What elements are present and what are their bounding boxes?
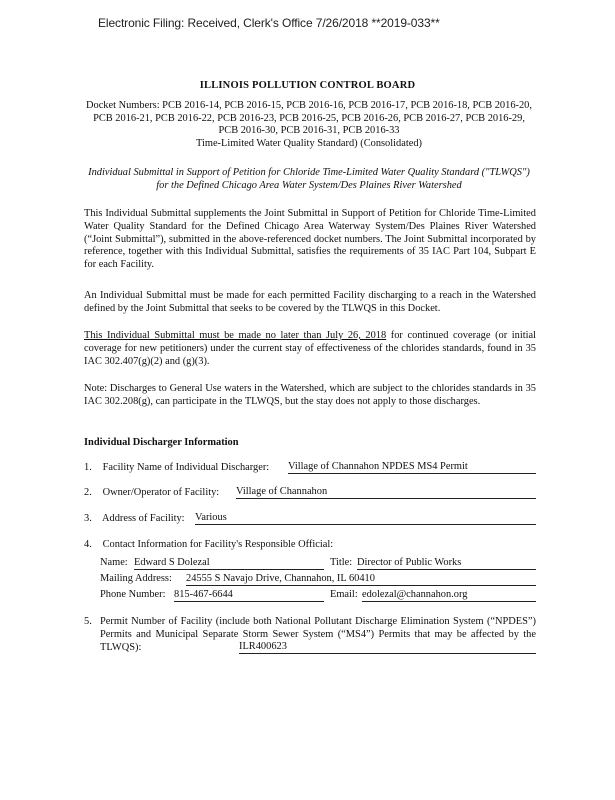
- deadline-underlined: This Individual Submittal must be made no later than July 26, 2018: [84, 330, 387, 341]
- question-5-number: 5.: [84, 616, 92, 627]
- deadline-rest: for continued coverage (or initial coverage for new petitioners) under the current stay of effectiveness of the chlorides standards, found in 35 IAC 302.407(g)(2) and (g)(3).: [84, 330, 536, 367]
- question-2-number: 2.: [84, 487, 92, 498]
- question-3-number: 3.: [84, 513, 92, 524]
- docket-tail: Time-Limited Water Quality Standard) (Consolidated): [196, 138, 422, 150]
- question-4-number: 4.: [84, 539, 92, 550]
- facility-name-field[interactable]: Village of Channahon NPDES MS4 Permit: [288, 461, 536, 474]
- docket-list: Docket Numbers: PCB 2016-14, PCB 2016-15, PCB 2016-16, PCB 2016-17, PCB 2016-18, PCB 2016-20, PCB 2016-21, PCB 2016-22, PCB 2016-23, PCB 2016-25, PCB 2016-26, PCB 2016-27, PCB 2016-29, PCB 2016-30, PCB 2016-31, PCB 2016-33: [86, 100, 532, 137]
- paragraph-intro: This Individual Submittal supplements the Joint Submittal in Support of Petition for Chloride Time-Limited Water Quality Standard for the Defined Chicago Area Waterway System/Des Plaines River Watershed (“Joint Submittal”), submitted in the above-referenced docket numbers. The Joint Submittal incorporated by reference, together with this Individual Submittal, satisfies the requirements of 35 IAC Part 104, Subpart E for each Facility.: [84, 208, 536, 271]
- question-2-label: Owner/Operator of Facility:: [102, 487, 220, 498]
- question-1-label: Facility Name of Individual Discharger:: [102, 462, 270, 473]
- title-field[interactable]: Director of Public Works: [357, 557, 536, 570]
- question-3-label: Address of Facility:: [102, 513, 185, 524]
- question-3: [84, 512, 185, 525]
- question-2: [84, 486, 219, 499]
- paragraph-deadline: [84, 330, 536, 368]
- title-label: Title:: [330, 557, 353, 568]
- paragraph-note: Note: Discharges to General Use waters in the Watershed, which are subject to the chlorides standards in 35 IAC 302.208(g), can participate in the TLWQS, but the stay does not apply to those discharges.: [84, 383, 536, 407]
- phone-label: Phone Number:: [100, 589, 166, 600]
- question-1-number: 1.: [84, 462, 92, 473]
- section-heading: Individual Discharger Information: [84, 437, 239, 448]
- email-field[interactable]: edolezal@channahon.org: [362, 589, 536, 602]
- question-5-text: Permit Number of Facility (include both National Pollutant Discharge Elimination System (“NPDES”) Permits and Municipal Separate Storm Sewer System (“MS4”) Permits that may be affected by the TLWQS):: [100, 616, 536, 653]
- question-1: [84, 461, 269, 474]
- document-subtitle: Individual Submittal in Support of Petition for Chloride Time-Limited Water Quality Standard ("TLWQS") for the Defined Chicago Area Water System/Des Plaines River Watershed: [88, 167, 530, 191]
- docket-numbers: [84, 100, 534, 151]
- email-label: Email:: [330, 589, 358, 600]
- filing-header: Electronic Filing: Received, Clerk's Office 7/26/2018 **2019-033**: [98, 16, 440, 30]
- paragraph-requirement: An Individual Submittal must be made for each permitted Facility discharging to a reach in the Watershed defined by the Joint Submittal that seeks to be covered by the TLWQS in this Docket.: [84, 290, 536, 314]
- question-4: [84, 538, 333, 551]
- owner-operator-field[interactable]: Village of Channahon: [236, 486, 536, 499]
- page-title: ILLINOIS POLLUTION CONTROL BOARD: [199, 80, 416, 91]
- mailing-address-field[interactable]: 24555 S Navajo Drive, Channahon, IL 60410: [186, 573, 536, 586]
- question-4-label: Contact Information for Facility's Responsible Official:: [102, 539, 334, 550]
- name-label: Name:: [100, 557, 128, 568]
- permit-number-field[interactable]: ILR400623: [239, 641, 536, 654]
- mailing-address-label: Mailing Address:: [100, 573, 172, 584]
- facility-address-field[interactable]: Various: [195, 512, 536, 525]
- name-field[interactable]: Edward S Dolezal: [134, 557, 324, 570]
- phone-field[interactable]: 815-467-6644: [174, 589, 324, 602]
